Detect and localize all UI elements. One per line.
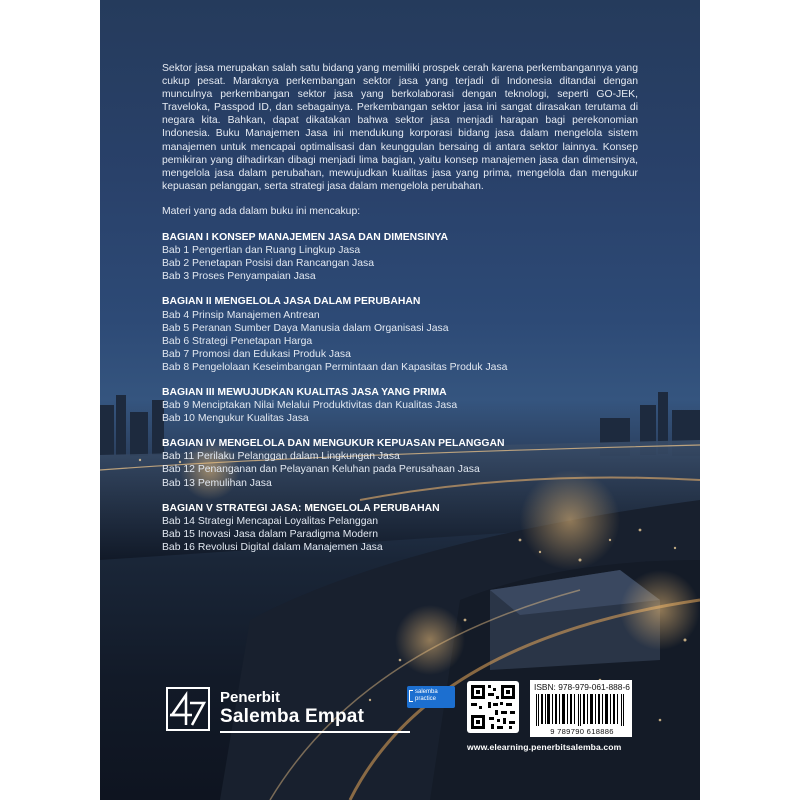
part-title: BAGIAN II MENGELOLA JASA DALAM PERUBAHAN [162, 296, 421, 308]
chapter-item: Bab 8 Pengelolaan Keseimbangan Permintaan dan Kapasitas Produk Jasa [162, 361, 508, 373]
part-2 [162, 295, 638, 374]
isbn-barcode [530, 680, 632, 737]
chapter-item: Bab 6 Strategi Penetapan Harga [162, 335, 313, 347]
contents-intro: Materi yang ada dalam buku ini mencakup: [162, 205, 361, 217]
book-back-cover [100, 0, 700, 800]
part-title: BAGIAN V STRATEGI JASA: MENGELOLA PERUBAHAN [162, 502, 440, 514]
badge-line1: salemba [415, 689, 438, 695]
chapter-item: Bab 9 Menciptakan Nilai Melalui Produktivitas dan Kualitas Jasa [162, 400, 458, 412]
part-title: BAGIAN I KONSEP MANAJEMEN JASA DAN DIMENSINYA [162, 232, 448, 244]
part-5 [162, 502, 638, 554]
part-title: BAGIAN IV MENGELOLA DAN MENGUKUR KEPUASAN PELANGGAN [162, 438, 505, 450]
salemba-practice-badge [407, 686, 455, 708]
chapter-item: Bab 7 Promosi dan Edukasi Produk Jasa [162, 348, 351, 360]
chapter-item: Bab 4 Prinsip Manajemen Antrean [162, 309, 320, 321]
chapter-item: Bab 5 Peranan Sumber Daya Manusia dalam Organisasi Jasa [162, 322, 449, 334]
chapter-item: Bab 1 Pengertian dan Ruang Lingkup Jasa [162, 245, 361, 257]
publisher-name: Salemba Empat [220, 706, 365, 727]
website-url[interactable]: www.elearning.penerbitsalemba.com [467, 742, 622, 752]
isbn-text: ISBN: 978-979-061-888-6 [534, 682, 630, 692]
chapter-item: Bab 14 Strategi Mencapai Loyalitas Pelanggan [162, 515, 379, 527]
part-title: BAGIAN III MEWUJUDKAN KUALITAS JASA YANG PRIMA [162, 386, 447, 398]
bracket-icon [409, 690, 413, 702]
chapter-item: Bab 12 Penanganan dan Pelayanan Keluhan pada Perusahaan Jasa [162, 464, 480, 476]
chapter-item: Bab 3 Proses Penyampaian Jasa [162, 271, 316, 283]
chapter-item: Bab 15 Inovasi Jasa dalam Paradigma Modern [162, 528, 379, 540]
chapter-item: Bab 11 Perilaku Pelanggan dalam Lingkungan Jasa [162, 451, 400, 463]
qr-code [467, 681, 519, 733]
salemba-logo-icon [166, 687, 210, 731]
part-1 [162, 231, 638, 283]
cover-text [162, 62, 638, 566]
barcode-number: 9 789790 618886 [550, 727, 614, 736]
qr-code-icon [467, 681, 519, 733]
part-4 [162, 437, 638, 489]
badge-line2: practice [415, 696, 437, 702]
part-3 [162, 386, 638, 425]
intro-paragraph: Sektor jasa merupakan salah satu bidang yang memiliki prospek cerah karena perkembangannya yang cukup pesat. Maraknya perkembangan sektor jasa yang terjadi di Indonesia ditandai dengan munculnya perkembangan sektor jasa yang berkolaborasi dengan teknologi, seperti GO-JEK, Traveloka, Passpod ID, dan sebagainya. Perkembangan sektor jasa ini sangat dirasakan terutama di negara kita. Bahkan, dapat dikatakan bahwa sektor jasa menjadi harapan bagi perekonomian Indonesia. Buku Manajemen Jasa ini mendukung korporasi bidang jasa dalam mengelola sistem manajemen untuk mencapai optimalisasi dan keunggulan bersaing di antara sektor lainnya. Konsep pemikiran yang dihadirkan dibagi menjadi lima bagian, yaitu konsep manajemen jasa dan dimensinya, mengelola jasa dalam perubahan, mewujudkan kualitas jasa yang prima, mengelola dan mengukur kepuasan pelanggan, serta strategi jasa dalam mengelola perubahan. [162, 63, 638, 192]
chapter-item: Bab 10 Mengukur Kualitas Jasa [162, 413, 309, 425]
chapter-item: Bab 2 Penetapan Posisi dan Rancangan Jasa [162, 258, 375, 270]
chapter-item: Bab 13 Pemulihan Jasa [162, 477, 272, 489]
publisher-underline [220, 731, 410, 733]
publisher-logo [166, 687, 410, 741]
barcode-icon [536, 694, 626, 726]
publisher-label: Penerbit [220, 689, 281, 706]
chapter-item: Bab 16 Revolusi Digital dalam Manajemen Jasa [162, 541, 383, 553]
